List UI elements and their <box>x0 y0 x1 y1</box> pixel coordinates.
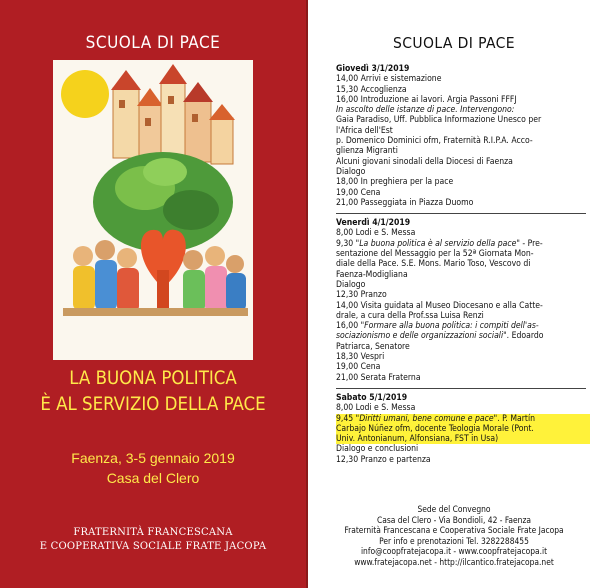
cover-illustration <box>53 60 253 360</box>
day2-item: 19,00 Cena <box>336 362 381 373</box>
day2-talk-title: "Formare alla buona politica: i compiti dell'as- <box>360 321 539 332</box>
program-panel <box>306 0 600 588</box>
footer-contact-link[interactable]: info@coopfratejacopa.it - www.coopfratejacopa.it <box>360 546 548 557</box>
day1-item: 21,00 Passeggiata in Piazza Duomo <box>336 197 474 208</box>
footer-organizers: Fraternità Francescana e Cooperativa Sociale Frate Jacopa <box>344 525 564 536</box>
day3-item: Univ. Antonianum, Alfonsiana, FST in Usa) <box>336 434 499 445</box>
day2-time: 16,00 <box>336 321 361 332</box>
day2-item: 18,30 Vespri <box>336 352 385 363</box>
day1-title: Giovedì 3/1/2019 <box>336 64 410 74</box>
day2-time: 9,30 <box>336 238 356 249</box>
day2-item: diale della Pace. S.E. Mons. Mario Toso, Vescovo di <box>336 259 531 270</box>
day2-talk-title: "La buona politica è al servizio della pace" <box>355 238 520 249</box>
day2-item: Patriarca, Senatore <box>336 341 410 352</box>
day-divider <box>336 388 586 389</box>
day2-item: 8,00 Lodi e S. Messa <box>336 228 416 239</box>
organizer-line1: FRATERNITÀ FRANCESCANA <box>73 527 233 538</box>
day2-item: 14,00 Visita guidata al Museo Diocesano e alla Catte- <box>336 300 543 311</box>
program-footer <box>308 504 600 568</box>
day2-item: sentazione del Messaggio per la 52ª Giornata Mon- <box>336 249 534 260</box>
day2-item: 21,00 Serata Fraterna <box>336 372 421 383</box>
event-date: Faenza, 3-5 gennaio 2019 <box>71 450 235 466</box>
day1-item: 15,30 Accoglienza <box>336 84 407 95</box>
day-divider <box>336 213 586 214</box>
day1-item: p. Domenico Dominici ofm, Fraternità R.I.P.A. Acco- <box>336 136 533 147</box>
day1-item: 16,00 Introduzione ai lavori. Argia Passoni FFFJ <box>336 94 517 105</box>
day2-text: . Edoardo <box>506 331 544 342</box>
day1-item: 19,00 Cena <box>336 187 381 198</box>
day3-item: 8,00 Lodi e S. Messa <box>336 403 416 414</box>
day2-item <box>336 321 600 331</box>
day2-title: Venerdì 4/1/2019 <box>336 218 411 229</box>
day3-item: Carbajo Núñez ofm, docente Teologia Morale (Pont. <box>336 423 534 434</box>
day1-item: 18,00 In preghiera per la pace <box>336 177 454 188</box>
cover-header: SCUOLA DI PACE <box>85 33 221 53</box>
footer-web-link[interactable]: www.fratejacopa.net - http://ilcantico.fratejacopa.net <box>354 556 554 567</box>
cover-title-line2: È AL SERVIZIO DELLA PACE <box>40 394 266 415</box>
day3-text: . P. Martín <box>497 413 535 424</box>
day1-item: l'Africa dell'Est <box>336 125 393 136</box>
day1-item: glienza Migranti <box>336 146 398 157</box>
cover-title-line1: LA BUONA POLITICA <box>69 368 237 389</box>
program-schedule <box>336 64 600 465</box>
day3-title: Sabato 5/1/2019 <box>336 392 408 403</box>
day3-item: 12,30 Pranzo e partenza <box>336 454 431 465</box>
day2-item <box>336 239 600 249</box>
day2-item: Dialogo <box>336 279 366 290</box>
day1-item: Dialogo <box>336 166 366 177</box>
footer-venue-label: Sede del Convegno <box>417 504 491 514</box>
day2-talk-title: sociazionismo e delle organizzazioni sociali" <box>336 331 507 342</box>
day2-item: 12,30 Pranzo <box>336 290 387 301</box>
day3-talk-title: "Diritti umani, bene comune e pace" <box>355 413 498 424</box>
highlighted-talk <box>336 414 590 445</box>
day2-item: drale, a cura della Prof.ssa Luisa Renzi <box>336 310 484 321</box>
event-venue: Casa del Clero <box>106 470 200 486</box>
day3-item: Dialogo e conclusioni <box>336 444 419 455</box>
program-header: SCUOLA DI PACE <box>393 34 515 52</box>
day2-item <box>336 331 600 341</box>
day1-item: Gaia Paradiso, Uff. Pubblica Informazione Unesco per <box>336 115 542 126</box>
day1-item: 14,00 Arrivi e sistemazione <box>336 74 442 85</box>
illustration-drawing <box>53 60 253 360</box>
day3-time: 9,45 <box>336 413 356 424</box>
day2-item: Faenza-Modigliana <box>336 269 408 280</box>
day1-item: Alcuni giovani sinodali della Diocesi di Faenza <box>336 156 513 167</box>
footer-phone: Per info e prenotazioni Tel. 3282288455 <box>379 535 529 546</box>
organizer-line2: E COOPERATIVA SOCIALE FRATE JACOPA <box>39 541 267 552</box>
day3-item <box>336 414 590 424</box>
day1-item: In ascolto delle istanze di pace. Intervengono: <box>336 105 515 116</box>
day2-text: - Pre- <box>519 238 543 249</box>
footer-address: Casa del Clero - Via Bondioli, 42 - Faenza <box>376 514 532 525</box>
